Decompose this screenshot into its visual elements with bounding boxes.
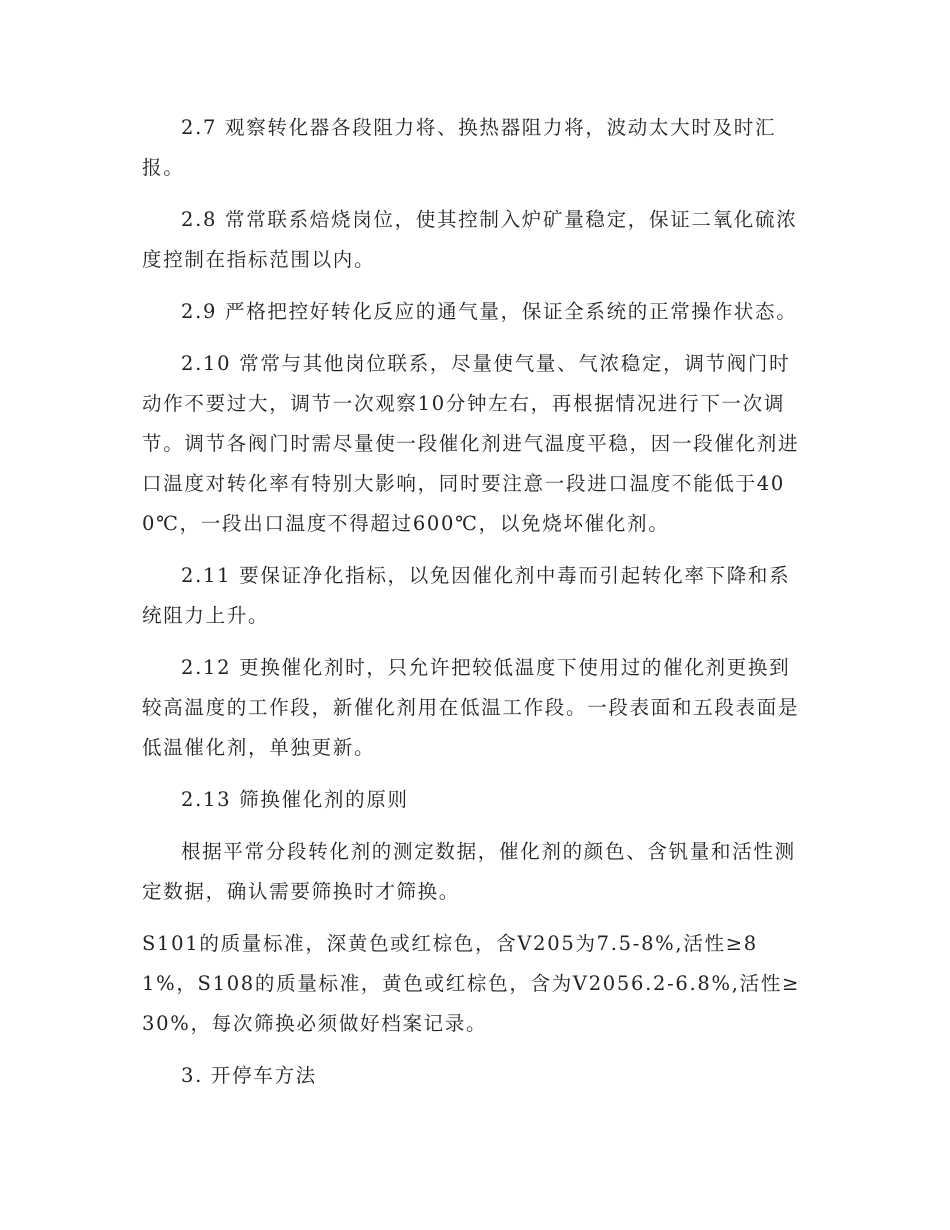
paragraph-2-12: 2.12 更换催化剂时，只允许把较低温度下使用过的催化剂更换到较高温度的工作段，新催化剂用在低温工作段。一段表面和五段表面是低温催化剂，单独更新。 xyxy=(142,656,800,759)
paragraph-quality-standards: S101的质量标准，深黄色或红棕色，含V205为7.5-8%,活性≥81%，S108的质量标准，黄色或红棕色，含为V2056.2-6.8%,活性≥30%，每次筛换必须做好档案记录。 xyxy=(142,932,801,1035)
paragraph-2-11: 2.11 要保证净化指标，以免因催化剂中毒而引起转化率下降和系统阻力上升。 xyxy=(142,564,791,627)
document-body xyxy=(142,108,802,1108)
paragraph-2-8: 2.8 常常联系焙烧岗位，使其控制入炉矿量稳定，保证二氧化硫浓度控制在指标范围以内。 xyxy=(142,208,798,271)
paragraph-2-9: 2.9 严格把控好转化反应的通气量，保证全系统的正常操作状态。 xyxy=(181,300,798,323)
paragraph-2-13-heading: 2.13 筛换催化剂的原则 xyxy=(181,788,409,811)
paragraph-screening-basis: 根据平常分段转化剂的测定数据，催化剂的颜色、含钒量和活性测定数据，确认需要筛换时才筛换。 xyxy=(142,840,796,903)
section-3-heading: 3. 开停车方法 xyxy=(181,1064,317,1087)
paragraph-2-7: 2.7 观察转化器各段阻力将、换热器阻力将，波动太大时及时汇报。 xyxy=(142,116,777,179)
paragraph-2-10: 2.10 常常与其他岗位联系，尽量使气量、气浓稳定，调节阀门时动作不要过大，调节一次观察10分钟左右，再根据情况进行下一次调节。调节各阀门时需尽量使一段催化剂进气温度平稳，因一段催化剂进口温度对转化率有特别大影响，同时要注意一段进口温度不能低于400℃，一段出口温度不得超过600℃，以免烧坏催化剂。 xyxy=(142,352,800,535)
